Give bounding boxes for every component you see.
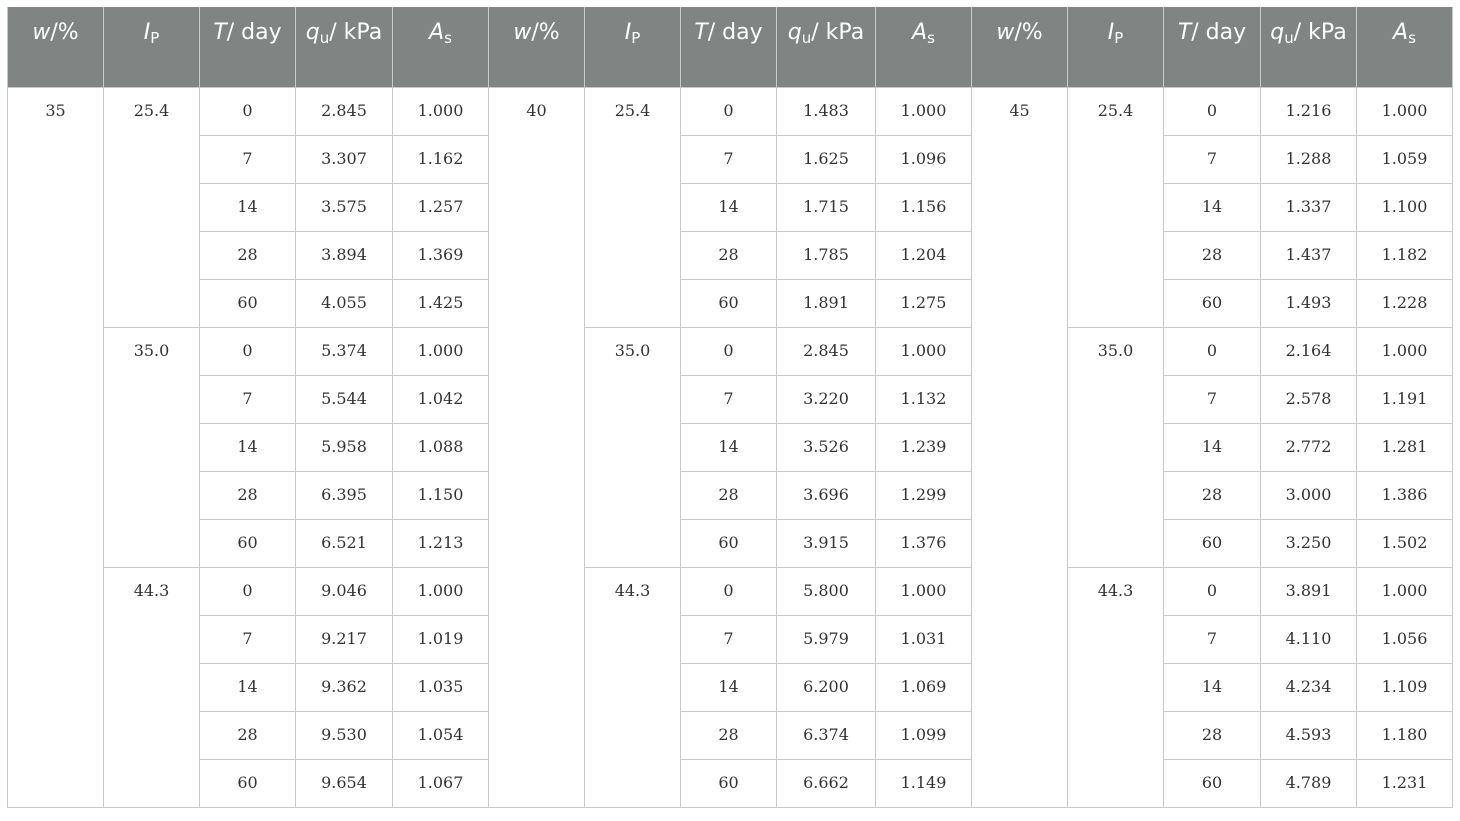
cell-curing-time: 60 [681,279,777,327]
cell-strength: 3.915 [777,519,876,567]
cell-strength-ratio: 1.228 [1357,279,1453,327]
cell-strength-ratio: 1.149 [876,759,972,807]
cell-strength-ratio: 1.100 [1357,183,1453,231]
cell-curing-time: 28 [681,231,777,279]
cell-curing-time: 7 [200,615,296,663]
data-table [7,7,1453,808]
header-subscript: P [1114,29,1124,47]
table-row [8,327,1453,375]
cell-strength: 3.250 [1261,519,1357,567]
cell-strength-ratio: 1.213 [393,519,489,567]
table-row [8,471,1453,519]
cell-curing-time: 14 [1164,183,1261,231]
header-water-content [489,7,585,87]
cell-strength: 6.374 [777,711,876,759]
header-symbol: q [787,20,802,45]
cell-strength-ratio: 1.067 [393,759,489,807]
cell-curing-time: 7 [681,375,777,423]
header-plasticity-index [104,7,200,87]
cell-strength-ratio: 1.376 [876,519,972,567]
cell-strength: 3.000 [1261,471,1357,519]
cell-strength: 1.288 [1261,135,1357,183]
header-curing-time [200,7,296,87]
cell-strength-ratio: 1.088 [393,423,489,471]
header-symbol: q [1270,20,1285,45]
cell-strength: 2.772 [1261,423,1357,471]
cell-strength: 1.483 [777,87,876,135]
table-row [8,375,1453,423]
cell-curing-time: 0 [681,327,777,375]
cell-strength: 2.164 [1261,327,1357,375]
header-subscript: s [927,29,935,47]
table-row [8,87,1453,135]
cell-strength-ratio: 1.281 [1357,423,1453,471]
header-strength-ratio [393,7,489,87]
cell-plasticity-index: 44.3 [585,567,681,807]
header-unit: / day [707,20,763,45]
cell-strength: 6.395 [296,471,393,519]
cell-strength-ratio: 1.156 [876,183,972,231]
cell-plasticity-index: 44.3 [1068,567,1164,807]
cell-curing-time: 0 [200,87,296,135]
header-unit: / day [1191,20,1247,45]
cell-curing-time: 60 [200,759,296,807]
cell-curing-time: 14 [681,183,777,231]
cell-strength-ratio: 1.035 [393,663,489,711]
cell-curing-time: 28 [1164,471,1261,519]
cell-strength-ratio: 1.056 [1357,615,1453,663]
cell-strength: 4.110 [1261,615,1357,663]
cell-strength-ratio: 1.299 [876,471,972,519]
header-unit: / day [226,20,282,45]
cell-curing-time: 0 [681,87,777,135]
cell-strength: 9.530 [296,711,393,759]
cell-strength-ratio: 1.000 [1357,567,1453,615]
cell-curing-time: 0 [200,327,296,375]
cell-curing-time: 14 [1164,423,1261,471]
header-unit: /% [50,20,79,45]
header-row [8,7,1453,87]
cell-curing-time: 60 [200,519,296,567]
table-row [8,663,1453,711]
cell-plasticity-index: 35.0 [104,327,200,567]
header-symbol: q [305,20,320,45]
cell-plasticity-index: 25.4 [1068,87,1164,327]
header-symbol: w [32,20,51,45]
cell-curing-time: 28 [681,471,777,519]
cell-strength-ratio: 1.191 [1357,375,1453,423]
cell-strength: 2.578 [1261,375,1357,423]
header-symbol: I [143,20,151,45]
header-symbol: T [1177,20,1192,45]
cell-curing-time: 28 [200,231,296,279]
header-unit: / kPa [1293,20,1347,45]
header-water-content [8,7,104,87]
cell-strength-ratio: 1.096 [876,135,972,183]
cell-strength: 1.785 [777,231,876,279]
table-row [8,759,1453,807]
cell-strength: 5.800 [777,567,876,615]
cell-curing-time: 14 [681,423,777,471]
cell-strength: 6.662 [777,759,876,807]
header-water-content [972,7,1068,87]
cell-strength: 9.654 [296,759,393,807]
cell-curing-time: 7 [1164,135,1261,183]
cell-curing-time: 14 [200,423,296,471]
cell-strength: 3.696 [777,471,876,519]
cell-strength-ratio: 1.257 [393,183,489,231]
cell-strength: 1.337 [1261,183,1357,231]
cell-strength: 6.521 [296,519,393,567]
header-plasticity-index [1068,7,1164,87]
header-strength [1261,7,1357,87]
cell-curing-time: 7 [1164,375,1261,423]
cell-curing-time: 28 [200,471,296,519]
header-subscript: P [631,29,641,47]
cell-strength: 3.526 [777,423,876,471]
cell-strength-ratio: 1.204 [876,231,972,279]
cell-strength-ratio: 1.425 [393,279,489,327]
cell-curing-time: 0 [1164,87,1261,135]
cell-strength: 5.958 [296,423,393,471]
cell-curing-time: 28 [200,711,296,759]
cell-strength: 1.715 [777,183,876,231]
header-strength [777,7,876,87]
cell-strength: 3.575 [296,183,393,231]
header-unit: /% [1014,20,1043,45]
cell-water-content: 45 [972,87,1068,807]
cell-strength-ratio: 1.239 [876,423,972,471]
cell-water-content: 40 [489,87,585,807]
cell-strength: 2.845 [777,327,876,375]
header-symbol: w [513,20,532,45]
cell-plasticity-index: 25.4 [104,87,200,327]
cell-curing-time: 7 [1164,615,1261,663]
cell-strength-ratio: 1.054 [393,711,489,759]
header-subscript: s [1408,29,1416,47]
header-curing-time [1164,7,1261,87]
cell-strength: 3.307 [296,135,393,183]
cell-strength: 5.979 [777,615,876,663]
table-row [8,279,1453,327]
header-symbol: A [429,20,445,45]
cell-strength-ratio: 1.000 [876,327,972,375]
cell-curing-time: 7 [681,135,777,183]
cell-strength: 1.216 [1261,87,1357,135]
cell-curing-time: 7 [200,375,296,423]
cell-strength: 9.362 [296,663,393,711]
cell-curing-time: 28 [1164,231,1261,279]
table-row [8,519,1453,567]
header-subscript: P [150,29,160,47]
cell-plasticity-index: 44.3 [104,567,200,807]
cell-curing-time: 60 [1164,519,1261,567]
cell-strength-ratio: 1.132 [876,375,972,423]
cell-curing-time: 7 [681,615,777,663]
cell-curing-time: 14 [200,183,296,231]
cell-strength: 3.220 [777,375,876,423]
cell-strength: 1.493 [1261,279,1357,327]
header-strength-ratio [876,7,972,87]
cell-curing-time: 0 [1164,567,1261,615]
cell-strength: 1.891 [777,279,876,327]
cell-strength-ratio: 1.099 [876,711,972,759]
header-strength-ratio [1357,7,1453,87]
cell-strength: 9.217 [296,615,393,663]
cell-strength: 9.046 [296,567,393,615]
cell-strength: 4.055 [296,279,393,327]
cell-curing-time: 60 [681,519,777,567]
header-subscript: u [319,29,330,47]
table-row [8,567,1453,615]
header-symbol: A [912,20,928,45]
header-symbol: T [694,20,708,45]
cell-curing-time: 0 [681,567,777,615]
cell-strength: 2.845 [296,87,393,135]
cell-strength-ratio: 1.109 [1357,663,1453,711]
cell-curing-time: 60 [200,279,296,327]
cell-strength: 6.200 [777,663,876,711]
cell-strength-ratio: 1.182 [1357,231,1453,279]
cell-strength-ratio: 1.042 [393,375,489,423]
cell-plasticity-index: 25.4 [585,87,681,327]
cell-curing-time: 60 [681,759,777,807]
cell-strength-ratio: 1.502 [1357,519,1453,567]
cell-strength-ratio: 1.369 [393,231,489,279]
table-row [8,711,1453,759]
table-body [8,87,1453,807]
cell-strength-ratio: 1.031 [876,615,972,663]
cell-strength-ratio: 1.000 [393,87,489,135]
cell-curing-time: 14 [1164,663,1261,711]
cell-strength-ratio: 1.019 [393,615,489,663]
cell-strength: 5.544 [296,375,393,423]
table-row [8,183,1453,231]
cell-strength: 3.894 [296,231,393,279]
cell-plasticity-index: 35.0 [1068,327,1164,567]
cell-curing-time: 14 [200,663,296,711]
cell-strength-ratio: 1.000 [1357,327,1453,375]
cell-strength-ratio: 1.386 [1357,471,1453,519]
cell-strength: 4.234 [1261,663,1357,711]
cell-curing-time: 28 [1164,711,1261,759]
cell-strength-ratio: 1.231 [1357,759,1453,807]
cell-strength-ratio: 1.000 [876,567,972,615]
cell-curing-time: 14 [681,663,777,711]
cell-strength-ratio: 1.059 [1357,135,1453,183]
cell-strength-ratio: 1.000 [1357,87,1453,135]
cell-strength: 3.891 [1261,567,1357,615]
table-row [8,135,1453,183]
cell-curing-time: 60 [1164,759,1261,807]
cell-curing-time: 0 [1164,327,1261,375]
header-subscript: u [801,29,812,47]
cell-strength: 5.374 [296,327,393,375]
cell-strength: 1.625 [777,135,876,183]
header-unit: / kPa [329,20,383,45]
cell-strength: 1.437 [1261,231,1357,279]
cell-strength-ratio: 1.000 [393,567,489,615]
cell-curing-time: 0 [200,567,296,615]
cell-strength-ratio: 1.162 [393,135,489,183]
header-plasticity-index [585,7,681,87]
table-row [8,615,1453,663]
header-symbol: w [996,20,1015,45]
cell-curing-time: 7 [200,135,296,183]
header-symbol: I [624,20,632,45]
table-row [8,231,1453,279]
cell-strength-ratio: 1.180 [1357,711,1453,759]
cell-strength-ratio: 1.000 [876,87,972,135]
cell-strength: 4.789 [1261,759,1357,807]
cell-strength: 4.593 [1261,711,1357,759]
header-subscript: u [1284,29,1294,47]
header-strength [296,7,393,87]
cell-strength-ratio: 1.150 [393,471,489,519]
cell-strength-ratio: 1.275 [876,279,972,327]
cell-water-content: 35 [8,87,104,807]
cell-curing-time: 60 [1164,279,1261,327]
header-unit: / kPa [811,20,865,45]
header-unit: /% [531,20,560,45]
header-symbol: A [1393,20,1409,45]
cell-strength-ratio: 1.000 [393,327,489,375]
header-subscript: s [444,29,452,47]
cell-plasticity-index: 35.0 [585,327,681,567]
cell-strength-ratio: 1.069 [876,663,972,711]
cell-curing-time: 28 [681,711,777,759]
header-curing-time [681,7,777,87]
header-symbol: I [1107,20,1115,45]
table-row [8,423,1453,471]
header-symbol: T [213,20,227,45]
